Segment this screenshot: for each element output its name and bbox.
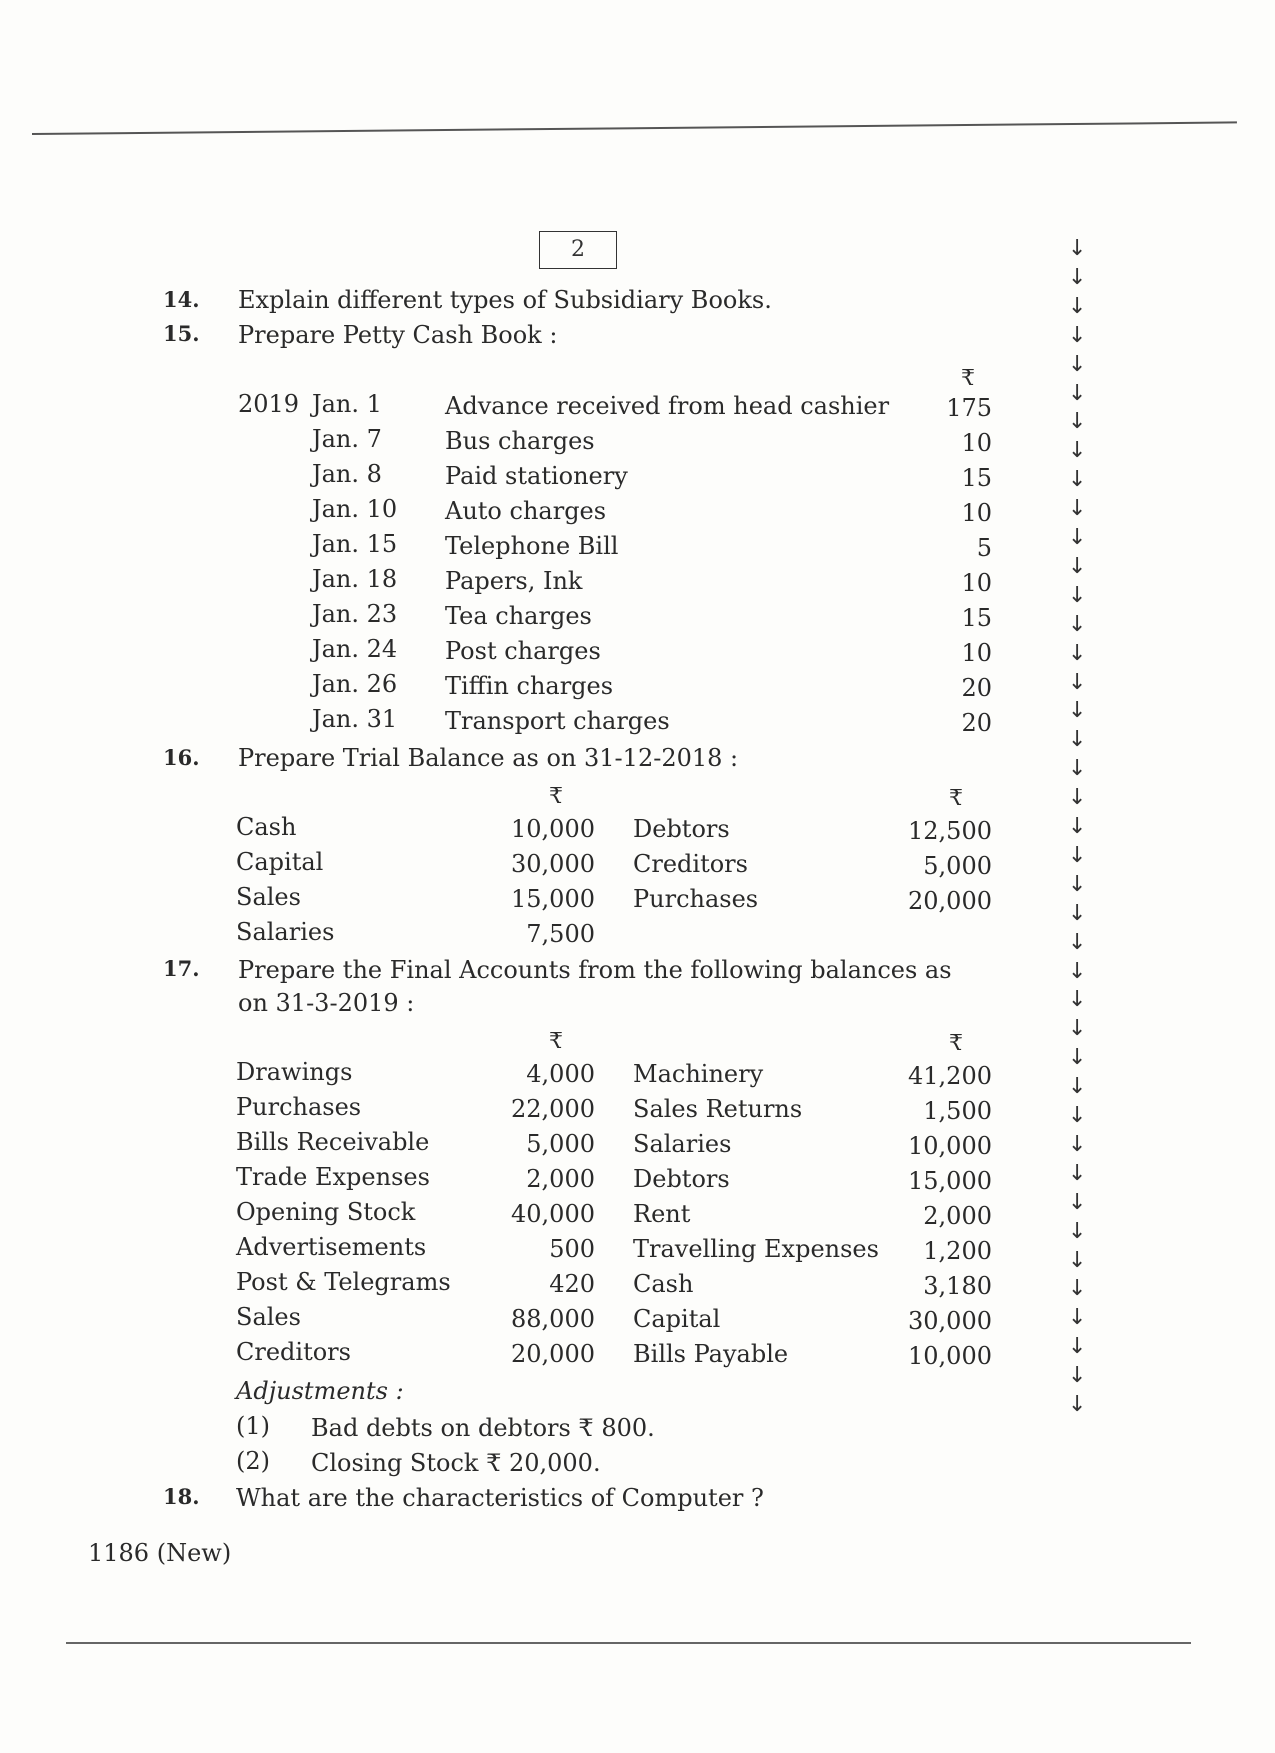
down-arrow-icon: ↓ [1068, 1276, 1087, 1302]
petty-cash-description: Bus charges [445, 427, 595, 455]
down-arrow-icon: ↓ [1068, 1189, 1087, 1215]
final-accounts-right-account: Salaries [633, 1130, 732, 1158]
final-accounts-right-account: Machinery [633, 1060, 764, 1088]
petty-cash-description: Tiffin charges [445, 672, 614, 700]
down-arrow-icon: ↓ [1068, 322, 1087, 348]
petty-cash-amount: 10 [961, 639, 992, 667]
trial-balance-left-amount: 7,500 [526, 920, 595, 948]
final-accounts-left-account: Bills Receivable [236, 1128, 430, 1156]
final-accounts-right-amount: 1,200 [923, 1237, 992, 1265]
q18-text: What are the characteristics of Computer ? [236, 1484, 764, 1512]
down-arrow-icon: ↓ [1068, 640, 1087, 666]
down-arrow-icon: ↓ [1068, 1160, 1087, 1186]
final-accounts-left-amount: 420 [549, 1270, 595, 1298]
down-arrow-icon: ↓ [1068, 1305, 1087, 1331]
final-accounts-right-account: Travelling Expenses [633, 1235, 879, 1263]
page-number: 2 [539, 231, 617, 269]
down-arrow-icon: ↓ [1068, 1334, 1087, 1360]
down-arrow-icon: ↓ [1068, 756, 1087, 782]
q17-text-line1: Prepare the Final Accounts from the following balances as [238, 956, 952, 984]
adjustment-2-text: Closing Stock ₹ 20,000. [311, 1449, 601, 1477]
q14-text: Explain different types of Subsidiary Books. [238, 286, 772, 314]
petty-cash-description: Post charges [445, 637, 601, 665]
down-arrow-icon: ↓ [1068, 553, 1087, 579]
q15-text: Prepare Petty Cash Book : [238, 321, 558, 349]
final-accounts-right-amount: 2,000 [923, 1202, 992, 1230]
trial-balance-right-account: Creditors [633, 850, 748, 878]
q16-currency-right: ₹ [949, 786, 963, 811]
trial-balance-left-account: Sales [236, 883, 301, 911]
down-arrow-icon: ↓ [1068, 236, 1087, 261]
down-arrow-icon: ↓ [1068, 814, 1087, 839]
down-arrow-icon: ↓ [1068, 842, 1087, 868]
adjustment-2-number: (2) [236, 1447, 270, 1475]
down-arrow-icon: ↓ [1068, 669, 1087, 695]
petty-cash-amount: 10 [961, 429, 992, 457]
top-rule [32, 121, 1237, 135]
q14-number: 14. [163, 287, 200, 312]
petty-cash-date: Jan. 10 [312, 495, 398, 523]
final-accounts-left-amount: 4,000 [526, 1060, 595, 1088]
down-arrow-icon: ↓ [1068, 1218, 1087, 1244]
down-arrow-icon: ↓ [1068, 1045, 1087, 1071]
down-arrow-icon: ↓ [1068, 1392, 1087, 1417]
final-accounts-right-amount: 10,000 [908, 1132, 992, 1160]
petty-cash-date: Jan. 8 [312, 460, 382, 488]
down-arrow-icon: ↓ [1068, 958, 1087, 984]
adjustment-1-text: Bad debts on debtors ₹ 800. [311, 1414, 655, 1442]
petty-cash-amount: 5 [976, 534, 992, 562]
petty-cash-amount: 15 [961, 604, 992, 632]
final-accounts-left-account: Opening Stock [236, 1198, 416, 1226]
bottom-rule [66, 1642, 1191, 1644]
petty-cash-date: Jan. 31 [312, 705, 398, 733]
final-accounts-right-amount: 41,200 [908, 1062, 992, 1090]
petty-cash-amount: 10 [961, 499, 992, 527]
petty-cash-description: Auto charges [445, 497, 607, 525]
down-arrow-icon: ↓ [1068, 727, 1087, 753]
down-arrow-icon: ↓ [1068, 438, 1087, 464]
final-accounts-right-account: Sales Returns [633, 1095, 803, 1123]
trial-balance-right-amount: 5,000 [923, 852, 992, 880]
trial-balance-right-amount: 20,000 [908, 887, 992, 915]
q17-currency-left: ₹ [549, 1029, 563, 1054]
down-arrow-icon: ↓ [1068, 582, 1087, 608]
down-arrow-icon: ↓ [1068, 698, 1087, 724]
petty-cash-amount: 20 [961, 674, 992, 702]
down-arrow-icon: ↓ [1068, 525, 1087, 550]
final-accounts-left-account: Purchases [236, 1093, 362, 1121]
down-arrow-icon: ↓ [1068, 871, 1087, 897]
petty-cash-date: Jan. 24 [312, 635, 398, 663]
down-arrow-icon: ↓ [1068, 496, 1087, 522]
final-accounts-left-amount: 500 [549, 1235, 595, 1263]
petty-cash-date: Jan. 18 [312, 565, 398, 593]
q17-number: 17. [163, 956, 200, 981]
final-accounts-left-amount: 40,000 [511, 1200, 595, 1228]
q15-number: 15. [163, 321, 200, 346]
q15-year: 2019 [238, 390, 300, 418]
petty-cash-date: Jan. 15 [312, 530, 398, 558]
petty-cash-description: Advance received from head cashier [445, 392, 890, 420]
down-arrow-icon: ↓ [1068, 1016, 1087, 1042]
trial-balance-left-amount: 10,000 [511, 815, 595, 843]
trial-balance-left-account: Capital [236, 848, 324, 876]
trial-balance-right-account: Debtors [633, 815, 730, 843]
adjustments-label: Adjustments : [236, 1377, 404, 1405]
petty-cash-description: Transport charges [445, 707, 670, 735]
final-accounts-right-account: Debtors [633, 1165, 730, 1193]
petty-cash-amount: 10 [961, 569, 992, 597]
final-accounts-right-account: Capital [633, 1305, 721, 1333]
final-accounts-right-account: Cash [633, 1270, 694, 1298]
trial-balance-left-amount: 30,000 [511, 850, 595, 878]
down-arrow-icon: ↓ [1068, 264, 1087, 290]
final-accounts-right-amount: 15,000 [908, 1167, 992, 1195]
final-accounts-right-amount: 1,500 [923, 1097, 992, 1125]
petty-cash-description: Papers, Ink [445, 567, 583, 595]
trial-balance-left-account: Salaries [236, 918, 335, 946]
down-arrow-icon: ↓ [1068, 1103, 1087, 1128]
final-accounts-left-account: Creditors [236, 1338, 351, 1366]
q17-currency-right: ₹ [949, 1031, 963, 1056]
trial-balance-left-amount: 15,000 [511, 885, 595, 913]
down-arrow-icon: ↓ [1068, 1074, 1087, 1100]
trial-balance-right-account: Purchases [633, 885, 759, 913]
paper-code: 1186 (New) [88, 1539, 232, 1567]
petty-cash-date: Jan. 23 [312, 600, 398, 628]
final-accounts-left-account: Drawings [236, 1058, 353, 1086]
q18-number: 18. [163, 1484, 200, 1509]
down-arrow-icon: ↓ [1068, 785, 1087, 811]
q15-currency-header: ₹ [961, 366, 975, 391]
final-accounts-right-amount: 3,180 [923, 1272, 992, 1300]
petty-cash-date: Jan. 26 [312, 670, 398, 698]
q16-text: Prepare Trial Balance as on 31-12-2018 : [238, 744, 739, 772]
down-arrow-icon: ↓ [1068, 1131, 1087, 1157]
down-arrow-icon: ↓ [1068, 1247, 1087, 1273]
down-arrow-icon: ↓ [1068, 1363, 1087, 1389]
final-accounts-right-amount: 10,000 [908, 1342, 992, 1370]
final-accounts-left-account: Advertisements [236, 1233, 427, 1261]
petty-cash-amount: 15 [961, 464, 992, 492]
final-accounts-left-amount: 5,000 [526, 1130, 595, 1158]
q17-text-line2: on 31-3-2019 : [238, 989, 415, 1017]
q16-currency-left: ₹ [549, 784, 563, 809]
final-accounts-left-account: Sales [236, 1303, 301, 1331]
petty-cash-description: Paid stationery [445, 462, 628, 490]
trial-balance-left-account: Cash [236, 813, 297, 841]
final-accounts-left-amount: 20,000 [511, 1340, 595, 1368]
petty-cash-amount: 175 [946, 394, 992, 422]
final-accounts-right-account: Rent [633, 1200, 691, 1228]
down-arrow-icon: ↓ [1068, 351, 1087, 377]
petty-cash-amount: 20 [961, 709, 992, 737]
down-arrow-icon: ↓ [1068, 380, 1087, 406]
down-arrow-icon: ↓ [1068, 611, 1087, 637]
final-accounts-left-account: Trade Expenses [236, 1163, 430, 1191]
down-arrow-icon: ↓ [1068, 987, 1087, 1013]
final-accounts-left-amount: 22,000 [511, 1095, 595, 1123]
final-accounts-left-amount: 2,000 [526, 1165, 595, 1193]
petty-cash-description: Tea charges [445, 602, 592, 630]
petty-cash-date: Jan. 7 [312, 425, 382, 453]
petty-cash-description: Telephone Bill [445, 532, 619, 560]
final-accounts-right-account: Bills Payable [633, 1340, 789, 1368]
petty-cash-date: Jan. 1 [312, 390, 382, 418]
down-arrow-icon: ↓ [1068, 467, 1087, 493]
adjustment-1-number: (1) [236, 1412, 270, 1440]
final-accounts-left-account: Post & Telegrams [236, 1268, 451, 1296]
final-accounts-left-amount: 88,000 [511, 1305, 595, 1333]
q16-number: 16. [163, 745, 200, 770]
down-arrow-icon: ↓ [1068, 293, 1087, 319]
final-accounts-right-amount: 30,000 [908, 1307, 992, 1335]
down-arrow-icon: ↓ [1068, 409, 1087, 435]
down-arrow-icon: ↓ [1068, 929, 1087, 955]
trial-balance-right-amount: 12,500 [908, 817, 992, 845]
down-arrow-icon: ↓ [1068, 900, 1087, 926]
